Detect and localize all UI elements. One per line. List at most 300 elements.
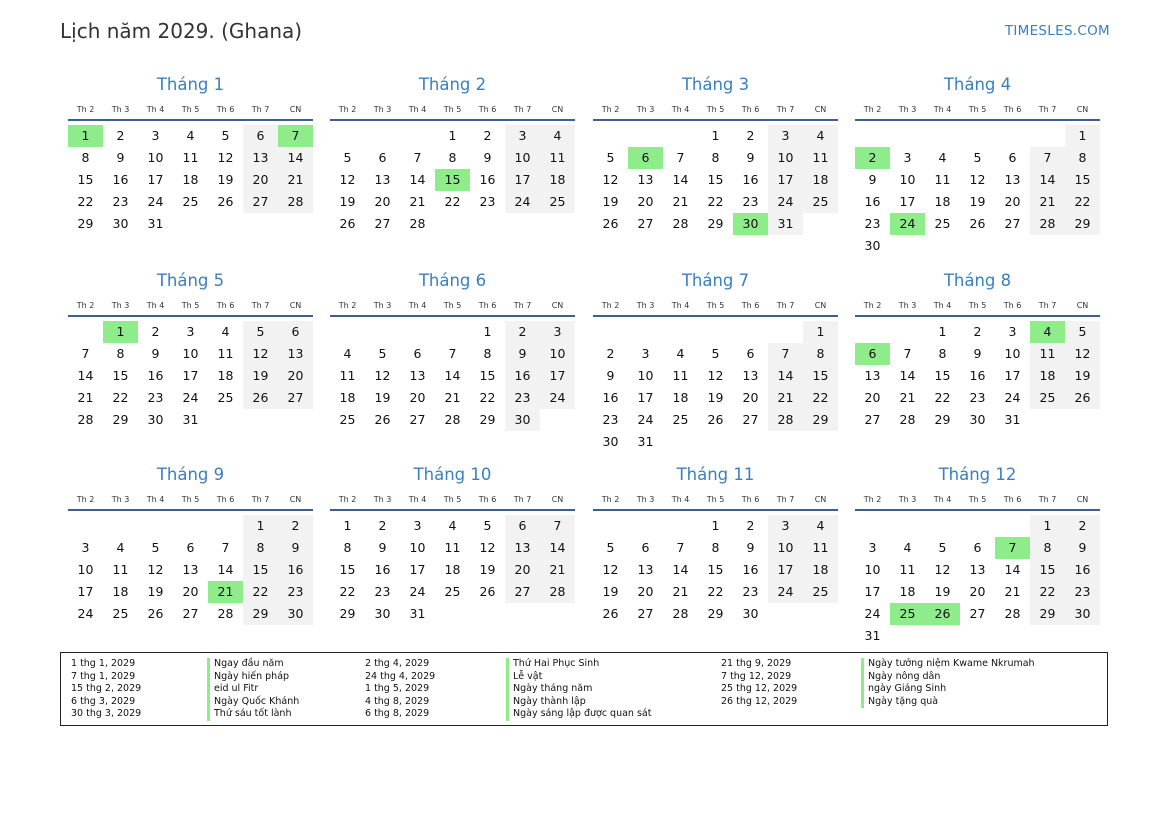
empty-cell — [330, 321, 365, 343]
day-cell: 22 — [934, 390, 951, 405]
legend-holiday-name: Lễ vật — [506, 671, 542, 684]
legend-holiday-name: Ngày hiến pháp — [207, 671, 289, 684]
day-cell: 19 — [1065, 365, 1100, 387]
weekday-label: Th 5 — [181, 495, 200, 504]
day-cell: 12 — [934, 562, 951, 577]
day-cell: 19 — [602, 584, 619, 599]
day-cell: 16 — [278, 559, 313, 581]
day-cell: 9 — [151, 346, 160, 361]
month-10 — [330, 465, 575, 625]
legend-date: 4 thg 8, 2029 — [365, 695, 430, 707]
day-cell: 11 — [803, 537, 838, 559]
day-cell: 26 — [147, 606, 164, 621]
day-cell: 20 — [243, 169, 278, 191]
weekday-label: Th 2 — [338, 301, 357, 310]
day-cell: 21 — [1004, 584, 1021, 599]
day-cell: 7 — [676, 150, 685, 165]
weekday-label: Th 6 — [216, 301, 235, 310]
day-cell: 12 — [374, 368, 391, 383]
day-cell: 1 — [483, 324, 492, 339]
month-12 — [855, 465, 1100, 647]
day-cell: 15 — [479, 368, 496, 383]
weekday-label: Th 5 — [968, 105, 987, 114]
day-cell: 15 — [803, 365, 838, 387]
holiday-day: 30 — [733, 213, 768, 235]
day-grid — [68, 321, 313, 431]
day-cell: 29 — [77, 216, 94, 231]
weekday-label: Th 5 — [706, 105, 725, 114]
day-cell: 23 — [374, 584, 391, 599]
holiday-day: 24 — [890, 213, 925, 235]
day-cell: 29 — [1030, 603, 1065, 625]
day-cell: 21 — [899, 390, 916, 405]
weekday-label: Th 2 — [338, 105, 357, 114]
weekday-label: Th 7 — [513, 495, 532, 504]
day-cell: 24 — [147, 194, 164, 209]
weekday-label: Th 4 — [933, 301, 952, 310]
day-cell: 9 — [378, 540, 387, 555]
day-cell: 20 — [969, 584, 986, 599]
day-cell: 14 — [444, 368, 461, 383]
day-cell: 1 — [1030, 515, 1065, 537]
day-grid — [68, 515, 313, 625]
day-cell: 14 — [77, 368, 94, 383]
day-cell: 13 — [182, 562, 199, 577]
weekday-label: Th 3 — [898, 301, 917, 310]
month-title: Tháng 2 — [418, 75, 487, 94]
day-cell: 29 — [707, 216, 724, 231]
legend-holiday-name: Ngày thành lập — [506, 696, 586, 709]
day-cell: 12 — [602, 172, 619, 187]
day-cell: 25 — [217, 390, 234, 405]
day-cell: 11 — [339, 368, 356, 383]
month-11 — [593, 465, 838, 625]
day-cell: 22 — [444, 194, 461, 209]
empty-cell — [628, 125, 663, 147]
day-cell: 21 — [278, 169, 313, 191]
day-cell: 7 — [448, 346, 457, 361]
day-cell: 30 — [742, 606, 759, 621]
day-cell: 31 — [182, 412, 199, 427]
day-cell: 7 — [540, 515, 575, 537]
day-cell: 16 — [864, 194, 881, 209]
weekday-label: Th 7 — [251, 301, 270, 310]
day-cell: 9 — [746, 540, 755, 555]
holiday-day: 7 — [278, 125, 313, 147]
day-cell: 20 — [505, 559, 540, 581]
day-cell: 26 — [374, 412, 391, 427]
day-cell: 3 — [413, 518, 422, 533]
day-cell: 13 — [637, 562, 654, 577]
day-cell: 8 — [81, 150, 90, 165]
day-cell: 11 — [1030, 343, 1065, 365]
day-cell: 13 — [505, 537, 540, 559]
empty-cell — [330, 125, 365, 147]
weekday-label: Th 3 — [111, 495, 130, 504]
day-cell: 2 — [1065, 515, 1100, 537]
day-cell: 4 — [676, 346, 685, 361]
day-cell: 12 — [243, 343, 278, 365]
weekday-label: CN — [1076, 301, 1089, 310]
day-cell: 30 — [374, 606, 391, 621]
legend-date: 1 thg 5, 2029 — [365, 683, 430, 695]
day-cell: 30 — [147, 412, 164, 427]
day-grid — [855, 125, 1100, 257]
day-cell: 23 — [112, 194, 129, 209]
day-cell: 27 — [742, 412, 759, 427]
day-cell: 5 — [378, 346, 387, 361]
day-grid — [855, 321, 1100, 431]
day-cell: 2 — [505, 321, 540, 343]
day-cell: 23 — [969, 390, 986, 405]
day-cell: 24 — [540, 387, 575, 409]
day-cell: 5 — [151, 540, 160, 555]
day-cell: 18 — [339, 390, 356, 405]
weekday-label: Th 2 — [601, 495, 620, 504]
day-cell: 17 — [505, 169, 540, 191]
weekday-label: Th 5 — [181, 105, 200, 114]
weekday-header — [855, 494, 1100, 511]
day-cell: 24 — [1004, 390, 1021, 405]
empty-cell — [435, 321, 470, 343]
day-cell: 3 — [868, 540, 877, 555]
day-cell: 10 — [768, 537, 803, 559]
day-cell: 10 — [637, 368, 654, 383]
day-cell: 2 — [278, 515, 313, 537]
day-cell: 9 — [868, 172, 877, 187]
day-cell: 27 — [409, 412, 426, 427]
day-cell: 25 — [112, 606, 129, 621]
page-title: Lịch năm 2029. (Ghana) — [60, 19, 303, 43]
day-cell: 8 — [448, 150, 457, 165]
weekday-label: Th 2 — [863, 301, 882, 310]
weekday-header — [593, 104, 838, 121]
holiday-legend — [60, 652, 1108, 726]
weekday-label: Th 4 — [671, 301, 690, 310]
legend-holiday-name: Ngay đầu năm — [207, 658, 284, 671]
day-grid — [330, 321, 575, 431]
day-cell: 20 — [1004, 194, 1021, 209]
day-cell: 28 — [217, 606, 234, 621]
legend-date: 24 thg 4, 2029 — [365, 670, 436, 682]
month-4 — [855, 75, 1100, 257]
day-cell: 16 — [602, 390, 619, 405]
day-cell: 27 — [374, 216, 391, 231]
day-cell: 18 — [803, 169, 838, 191]
weekday-label: Th 7 — [776, 495, 795, 504]
site-link[interactable]: TIMESLES.COM — [1004, 23, 1110, 39]
weekday-label: Th 3 — [636, 495, 655, 504]
day-cell: 29 — [243, 603, 278, 625]
weekday-label: Th 5 — [443, 301, 462, 310]
weekday-label: Th 3 — [636, 301, 655, 310]
day-cell: 30 — [969, 412, 986, 427]
day-cell: 25 — [803, 191, 838, 213]
day-cell: 22 — [112, 390, 129, 405]
empty-cell — [1030, 125, 1065, 147]
day-cell: 10 — [768, 147, 803, 169]
day-cell: 23 — [505, 387, 540, 409]
day-cell: 10 — [182, 346, 199, 361]
legend-date: 7 thg 12, 2029 — [721, 670, 792, 682]
day-cell: 5 — [711, 346, 720, 361]
day-cell: 17 — [1004, 368, 1021, 383]
day-cell: 23 — [864, 216, 881, 231]
day-cell: 31 — [864, 628, 881, 643]
day-cell: 14 — [540, 537, 575, 559]
weekday-label: Th 5 — [706, 495, 725, 504]
day-cell: 17 — [637, 390, 654, 405]
day-cell: 24 — [182, 390, 199, 405]
day-cell: 29 — [934, 412, 951, 427]
day-cell: 9 — [973, 346, 982, 361]
day-cell: 14 — [768, 365, 803, 387]
legend-holiday-name: Ngày nông dân — [861, 671, 940, 684]
weekday-label: CN — [814, 495, 827, 504]
holiday-day: 21 — [208, 581, 243, 603]
empty-cell — [663, 321, 698, 343]
day-cell: 20 — [864, 390, 881, 405]
day-cell: 19 — [707, 390, 724, 405]
weekday-label: Th 2 — [601, 301, 620, 310]
empty-cell — [925, 515, 960, 537]
day-cell: 7 — [221, 540, 230, 555]
day-cell: 28 — [1004, 606, 1021, 621]
day-cell: 16 — [742, 172, 759, 187]
weekday-label: Th 6 — [1003, 105, 1022, 114]
day-cell: 20 — [374, 194, 391, 209]
weekday-header — [855, 300, 1100, 317]
day-cell: 6 — [186, 540, 195, 555]
weekday-label: CN — [814, 301, 827, 310]
day-cell: 4 — [803, 515, 838, 537]
weekday-label: Th 7 — [1038, 495, 1057, 504]
day-cell: 10 — [77, 562, 94, 577]
legend-date: 7 thg 1, 2029 — [71, 670, 136, 682]
day-cell: 28 — [444, 412, 461, 427]
weekday-label: Th 3 — [373, 105, 392, 114]
empty-cell — [400, 125, 435, 147]
weekday-label: Th 2 — [863, 495, 882, 504]
day-cell: 11 — [444, 540, 461, 555]
day-cell: 3 — [641, 346, 650, 361]
weekday-label: Th 4 — [671, 105, 690, 114]
weekday-label: Th 7 — [513, 105, 532, 114]
weekday-header — [68, 300, 313, 317]
day-cell: 31 — [409, 606, 426, 621]
day-cell: 27 — [969, 606, 986, 621]
weekday-label: Th 2 — [863, 105, 882, 114]
day-cell: 9 — [606, 368, 615, 383]
day-cell: 29 — [1065, 213, 1100, 235]
day-cell: 5 — [606, 540, 615, 555]
day-cell: 26 — [602, 216, 619, 231]
day-cell: 2 — [483, 128, 492, 143]
weekday-label: Th 2 — [338, 495, 357, 504]
day-cell: 20 — [637, 584, 654, 599]
day-cell: 2 — [151, 324, 160, 339]
weekday-label: CN — [551, 105, 564, 114]
day-cell: 5 — [938, 540, 947, 555]
day-cell: 17 — [540, 365, 575, 387]
empty-cell — [733, 321, 768, 343]
day-cell: 18 — [217, 368, 234, 383]
day-cell: 15 — [1065, 169, 1100, 191]
day-cell: 23 — [602, 412, 619, 427]
weekday-label: CN — [1076, 105, 1089, 114]
day-cell: 6 — [746, 346, 755, 361]
day-cell: 4 — [116, 540, 125, 555]
day-cell: 3 — [505, 125, 540, 147]
empty-cell — [663, 125, 698, 147]
day-cell: 21 — [672, 194, 689, 209]
day-cell: 23 — [742, 194, 759, 209]
day-cell: 4 — [903, 540, 912, 555]
weekday-label: CN — [289, 301, 302, 310]
day-cell: 26 — [479, 584, 496, 599]
weekday-label: Th 4 — [671, 495, 690, 504]
day-cell: 3 — [81, 540, 90, 555]
day-cell: 16 — [112, 172, 129, 187]
empty-cell — [68, 515, 103, 537]
day-cell: 25 — [1030, 387, 1065, 409]
weekday-label: Th 6 — [216, 495, 235, 504]
day-cell: 2 — [606, 346, 615, 361]
day-cell: 21 — [768, 387, 803, 409]
day-cell: 17 — [77, 584, 94, 599]
day-cell: 19 — [217, 172, 234, 187]
day-cell: 21 — [409, 194, 426, 209]
day-cell: 16 — [374, 562, 391, 577]
day-cell: 7 — [81, 346, 90, 361]
weekday-label: Th 7 — [513, 301, 532, 310]
day-cell: 8 — [711, 150, 720, 165]
day-cell: 11 — [672, 368, 689, 383]
day-cell: 15 — [243, 559, 278, 581]
day-cell: 17 — [864, 584, 881, 599]
day-cell: 14 — [672, 172, 689, 187]
day-cell: 31 — [637, 434, 654, 449]
weekday-label: Th 4 — [933, 105, 952, 114]
month-6 — [330, 271, 575, 431]
day-cell: 8 — [938, 346, 947, 361]
weekday-label: Th 2 — [76, 105, 95, 114]
day-cell: 8 — [1030, 537, 1065, 559]
day-cell: 1 — [711, 128, 720, 143]
day-cell: 6 — [973, 540, 982, 555]
day-cell: 12 — [969, 172, 986, 187]
weekday-label: Th 5 — [706, 301, 725, 310]
day-cell: 30 — [1065, 603, 1100, 625]
day-cell: 29 — [707, 606, 724, 621]
day-cell: 26 — [707, 412, 724, 427]
day-cell: 22 — [1030, 581, 1065, 603]
day-cell: 6 — [505, 515, 540, 537]
day-cell: 8 — [803, 343, 838, 365]
day-cell: 3 — [768, 515, 803, 537]
empty-cell — [138, 515, 173, 537]
day-cell: 21 — [540, 559, 575, 581]
day-cell: 6 — [413, 346, 422, 361]
day-grid — [593, 321, 838, 453]
weekday-label: CN — [289, 105, 302, 114]
weekday-label: Th 6 — [478, 495, 497, 504]
holiday-day: 7 — [995, 537, 1030, 559]
day-cell: 20 — [278, 365, 313, 387]
weekday-label: CN — [814, 105, 827, 114]
day-cell: 16 — [969, 368, 986, 383]
day-cell: 24 — [768, 191, 803, 213]
day-cell: 19 — [602, 194, 619, 209]
day-cell: 9 — [278, 537, 313, 559]
day-cell: 19 — [147, 584, 164, 599]
weekday-label: Th 7 — [251, 105, 270, 114]
legend-date: 2 thg 4, 2029 — [365, 658, 430, 669]
day-cell: 11 — [112, 562, 129, 577]
legend-date: 15 thg 2, 2029 — [71, 683, 142, 695]
month-2 — [330, 75, 575, 235]
day-cell: 19 — [374, 390, 391, 405]
day-cell: 4 — [540, 125, 575, 147]
day-cell: 19 — [339, 194, 356, 209]
day-cell: 29 — [803, 409, 838, 431]
day-cell: 11 — [540, 147, 575, 169]
day-cell: 12 — [339, 172, 356, 187]
day-cell: 1 — [243, 515, 278, 537]
day-cell: 23 — [278, 581, 313, 603]
weekday-label: Th 5 — [443, 105, 462, 114]
legend-date: 6 thg 8, 2029 — [365, 708, 430, 720]
day-cell: 7 — [903, 346, 912, 361]
weekday-label: Th 3 — [111, 105, 130, 114]
empty-cell — [855, 321, 890, 343]
day-cell: 15 — [1030, 559, 1065, 581]
day-cell: 23 — [742, 584, 759, 599]
day-cell: 1 — [1065, 125, 1100, 147]
legend-holiday-name: Ngày tặng quà — [861, 696, 938, 709]
weekday-label: Th 2 — [76, 495, 95, 504]
day-cell: 18 — [444, 562, 461, 577]
day-cell: 11 — [899, 562, 916, 577]
day-cell: 11 — [217, 346, 234, 361]
day-cell: 26 — [602, 606, 619, 621]
month-1 — [68, 75, 313, 235]
day-cell: 3 — [768, 125, 803, 147]
empty-cell — [995, 515, 1030, 537]
day-cell: 7 — [413, 150, 422, 165]
day-cell: 26 — [969, 216, 986, 231]
day-cell: 16 — [505, 365, 540, 387]
day-cell: 8 — [483, 346, 492, 361]
day-cell: 2 — [378, 518, 387, 533]
weekday-label: Th 6 — [478, 301, 497, 310]
weekday-header — [855, 104, 1100, 121]
day-cell: 22 — [803, 387, 838, 409]
empty-cell — [208, 515, 243, 537]
day-cell: 26 — [217, 194, 234, 209]
day-cell: 14 — [217, 562, 234, 577]
weekday-label: Th 6 — [741, 301, 760, 310]
legend-holiday-name: eid ul Fitr — [207, 683, 258, 696]
day-cell: 14 — [1030, 169, 1065, 191]
day-cell: 28 — [1030, 213, 1065, 235]
day-cell: 18 — [672, 390, 689, 405]
day-cell: 9 — [116, 150, 125, 165]
day-cell: 28 — [672, 216, 689, 231]
day-cell: 12 — [1065, 343, 1100, 365]
weekday-label: Th 4 — [146, 495, 165, 504]
day-cell: 13 — [742, 368, 759, 383]
